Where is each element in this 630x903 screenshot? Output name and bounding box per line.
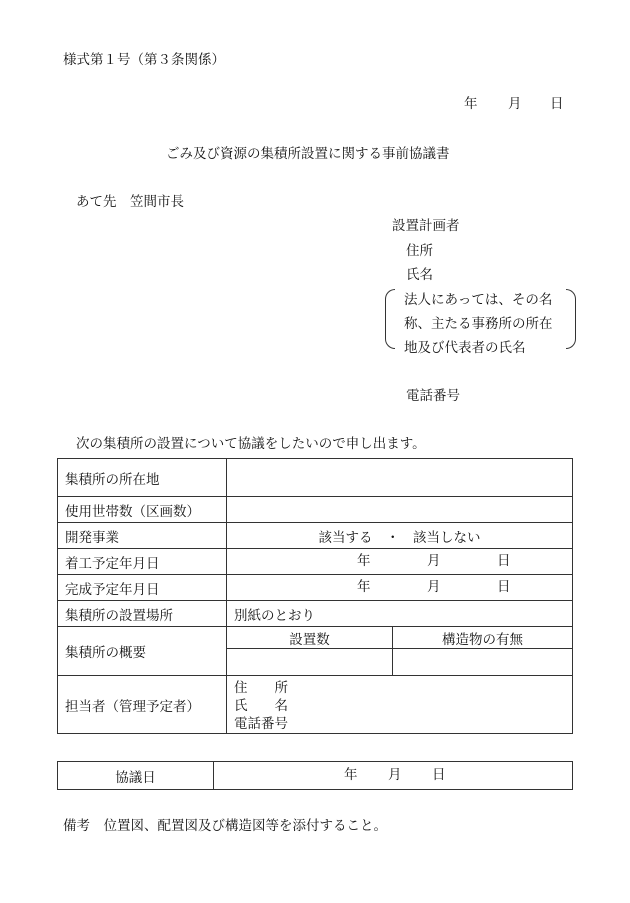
structure-field[interactable] [393,649,573,676]
form-number: 様式第１号（第３条関係） [63,52,225,68]
manager-field[interactable] [227,676,573,734]
consult-date-field[interactable] [214,762,573,790]
consultation-table [57,761,573,790]
start-day: 日 [497,553,511,569]
application-table [57,458,573,734]
consult-date-label: 協議日 [58,762,214,790]
households-field[interactable] [227,497,573,523]
complete-year: 年 [357,579,371,595]
bracket-left [385,289,395,349]
households-label: 使用世帯数（区画数） [58,497,227,523]
corp-note-line-1: 法人にあっては、その名 [404,292,553,308]
site-value: 別紙のとおり [227,601,573,627]
manager-phone-label: 電話番号 [234,715,288,732]
complete-month: 月 [427,579,441,595]
count-field[interactable] [227,649,393,676]
applicant-name-label: 氏名 [406,267,433,283]
start-month: 月 [427,553,441,569]
addressee: あて先 笠間市長 [76,194,184,210]
date-day: 日 [550,96,564,112]
consult-month: 月 [388,767,402,783]
applicant-address-label: 住所 [406,243,433,259]
complete-date-label: 完成予定年月日 [58,575,227,601]
complete-day: 日 [497,579,511,595]
count-header: 設置数 [227,627,393,649]
corp-note-line-3: 地及び代表者の氏名 [404,340,526,356]
start-year: 年 [357,553,371,569]
complete-date-field[interactable] [227,575,573,601]
location-label: 集積所の所在地 [58,459,227,497]
date-month: 月 [508,96,522,112]
date-year: 年 [464,96,478,112]
development-label: 開発事業 [58,523,227,549]
consult-day: 日 [432,767,446,783]
overview-label: 集積所の概要 [58,627,227,676]
document-title: ごみ及び資源の集積所設置に関する事前協議書 [166,146,450,162]
start-date-field[interactable] [227,549,573,575]
corp-note-line-2: 称、主たる事務所の所在 [404,316,553,332]
location-field[interactable] [227,459,573,497]
manager-name-label: 氏 名 [234,697,288,714]
start-date-label: 着工予定年月日 [58,549,227,575]
remarks: 備考 位置図、配置図及び構造図等を添付すること。 [63,818,387,834]
bracket-right [566,289,576,349]
site-label: 集積所の設置場所 [58,601,227,627]
development-choice[interactable]: 該当する ・ 該当しない [227,523,573,549]
intro-text: 次の集積所の設置について協議をしたいので申し出ます。 [76,436,426,452]
structure-header: 構造物の有無 [393,627,573,649]
manager-address-label: 住 所 [234,679,288,696]
applicant-phone-label: 電話番号 [406,388,460,404]
applicant-heading: 設置計画者 [392,218,460,234]
consult-year: 年 [344,767,358,783]
manager-label: 担当者（管理予定者） [58,676,227,734]
